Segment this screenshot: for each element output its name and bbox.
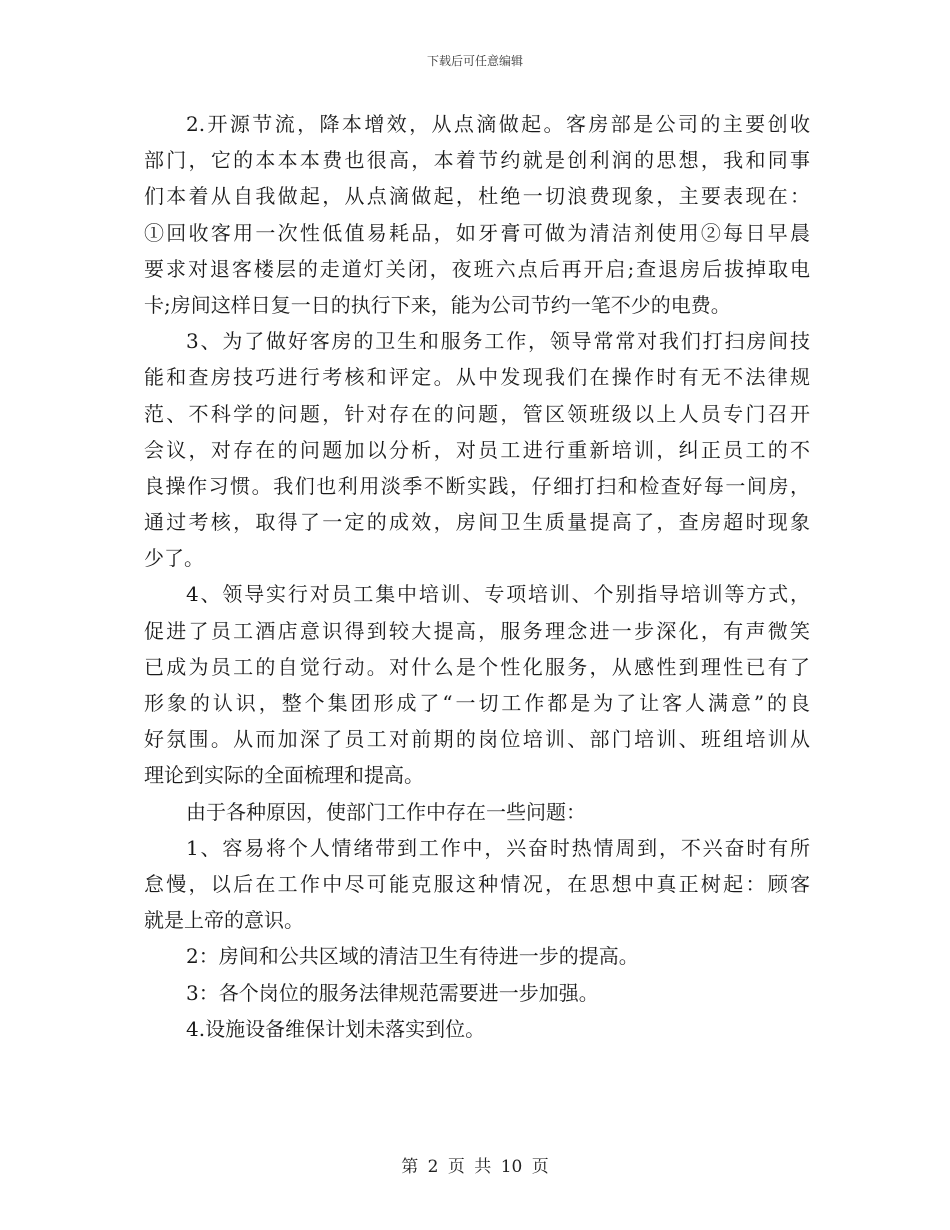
text-line: 促进了员工酒店意识得到较大提高，服务理念进一步深化，有声微笑	[144, 618, 810, 643]
text-line: 能和查房技巧进行考核和评定。从中发现我们在操作时有无不法律规	[144, 365, 810, 390]
text-line: 范、不科学的问题，针对存在的问题，管区领班级以上人员专门召开	[144, 401, 810, 426]
text-line: 就是上帝的意识。	[144, 908, 304, 933]
text-line: 形象的认识，整个集团形成了“一切工作都是为了让客人满意”的良	[144, 691, 810, 715]
text-line: 理论到实际的全面梳理和提高。	[144, 763, 424, 788]
text-line: 良操作习惯。我们也利用淡季不断实践，仔细打扫和检查好每一间房，	[144, 473, 810, 498]
text-line: 已成为员工的自觉行动。对什么是个性化服务，从感性到理性已有了	[144, 654, 810, 679]
page-number: 第 2 页 共 10 页	[401, 1157, 549, 1177]
text-line: 部门，它的本本本费也很高，本着节约就是创利润的思想，我和同事	[144, 148, 810, 173]
text-line: 怠慢，以后在工作中尽可能克服这种情况，在思想中真正树起：顾客	[144, 871, 810, 896]
text-line: 要求对退客楼层的走道灯关闭，夜班六点后再开启;查退房后拔掉取电	[144, 256, 810, 281]
text-line: 3：各个岗位的服务法律规范需要进一步加强。	[186, 980, 599, 1005]
text-line: 由于各种原因，使部门工作中存在一些问题：	[186, 799, 586, 824]
text-line: 卡;房间这样日复一日的执行下来，能为公司节约一笔不少的电费。	[144, 292, 731, 317]
text-line: 3、为了做好客房的卫生和服务工作，领导常常对我们打扫房间技	[186, 329, 810, 354]
text-line: 好氛围。从而加深了员工对前期的岗位培训、部门培训、班组培训从	[144, 727, 810, 752]
text-line: 会议，对存在的问题加以分析，对员工进行重新培训，纠正员工的不	[144, 437, 810, 462]
text-line: 2.开源节流，降本增效，从点滴做起。客房部是公司的主要创收	[186, 112, 810, 136]
page-header-note: 下载后可任意编辑	[426, 54, 523, 68]
text-line: 2：房间和公共区域的清洁卫生有待进一步的提高。	[186, 944, 639, 969]
text-line: 少了。	[144, 546, 204, 571]
text-line: 4.设施设备维保计划未落实到位。	[186, 1016, 486, 1041]
text-line: 4、领导实行对员工集中培训、专项培训、个别指导培训等方式，	[186, 582, 810, 607]
document-body	[144, 106, 810, 1047]
text-line: ①回收客用一次性低值易耗品，如牙膏可做为清洁剂使用②每日早晨	[144, 220, 810, 245]
text-line: 通过考核，取得了一定的成效，房间卫生质量提高了，查房超时现象	[144, 510, 810, 535]
text-line: 1、容易将个人情绪带到工作中，兴奋时热情周到，不兴奋时有所	[186, 835, 810, 860]
text-line: 们本着从自我做起，从点滴做起，杜绝一切浪费现象，主要表现在：	[144, 184, 810, 209]
